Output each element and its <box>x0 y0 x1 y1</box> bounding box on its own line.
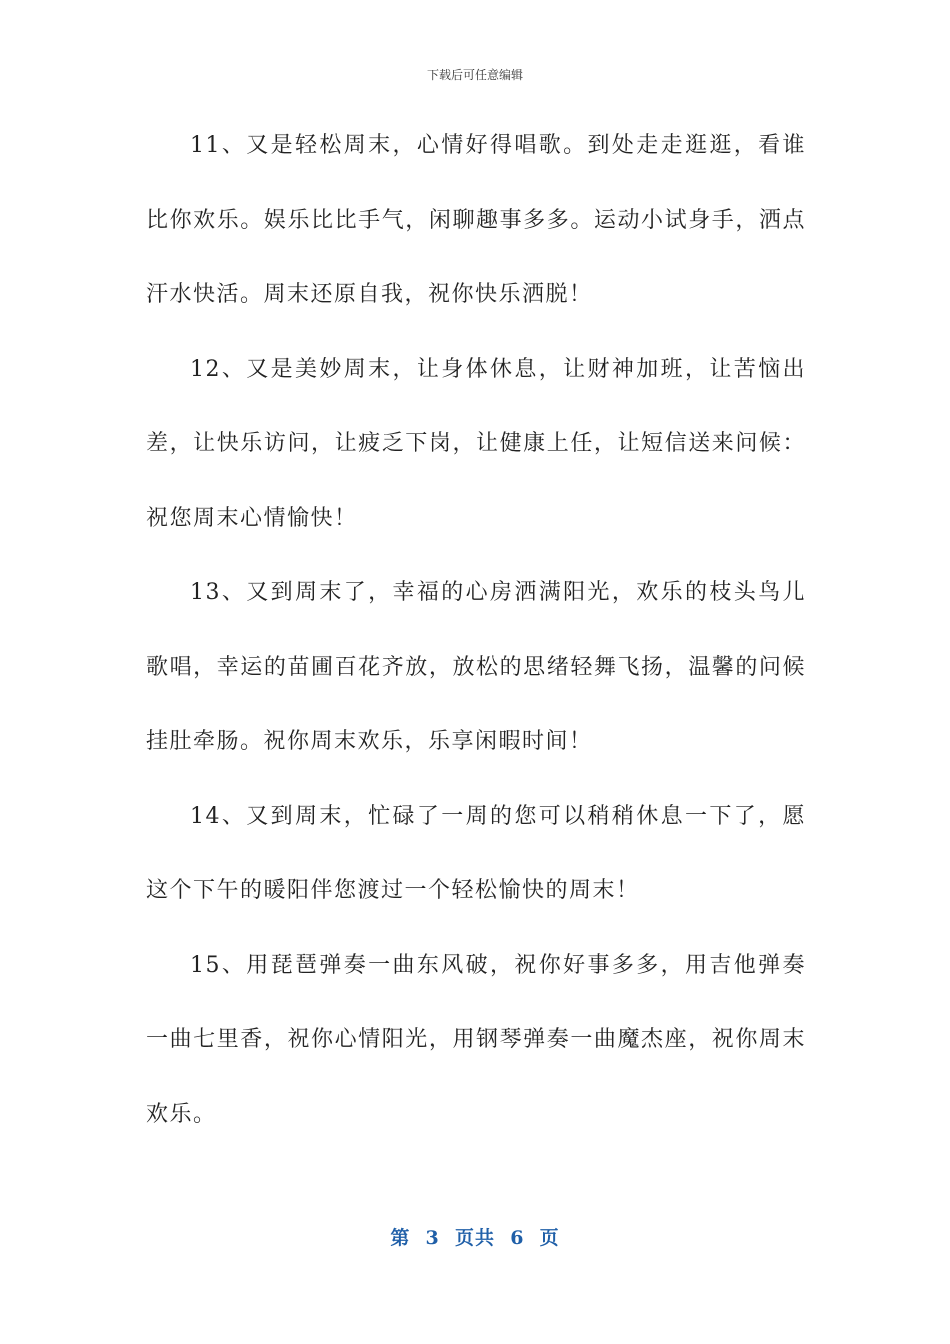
paragraph-15: 15、用琵琶弹奏一曲东风破，祝你好事多多，用吉他弹奏一曲七里香，祝你心情阳光，用钢琴弹奏一曲魔杰座，祝你周末欢乐。 <box>146 952 806 1127</box>
paragraph-11: 11、又是轻松周末，心情好得唱歌。到处走走逛逛，看谁比你欢乐。娱乐比比手气，闲聊趣事多多。运动小试身手，洒点汗水快活。周末还原自我，祝你快乐洒脱！ <box>146 133 806 307</box>
paragraph-12: 12、又是美妙周末，让身体休息，让财神加班，让苦恼出差，让快乐访问，让疲乏下岗，让健康上任，让短信送来问候：祝您周末心情愉快！ <box>146 356 806 531</box>
paragraph-13: 13、又到周末了，幸福的心房洒满阳光，欢乐的枝头鸟儿歌唱，幸运的苗圃百花齐放，放松的思绪轻舞飞扬，温馨的问候挂肚牵肠。祝你周末欢乐，乐享闲暇时间！ <box>146 580 806 754</box>
paragraph-14: 14、又到周末，忙碌了一周的您可以稍稍休息一下了，愿这个下午的暖阳伴您渡过一个轻松愉快的周末！ <box>146 803 806 903</box>
page-number-footer: 第 3 页共 6 页 <box>390 1227 560 1249</box>
page-header-note: 下载后可任意编辑 <box>426 68 523 82</box>
document-body <box>146 109 806 1152</box>
